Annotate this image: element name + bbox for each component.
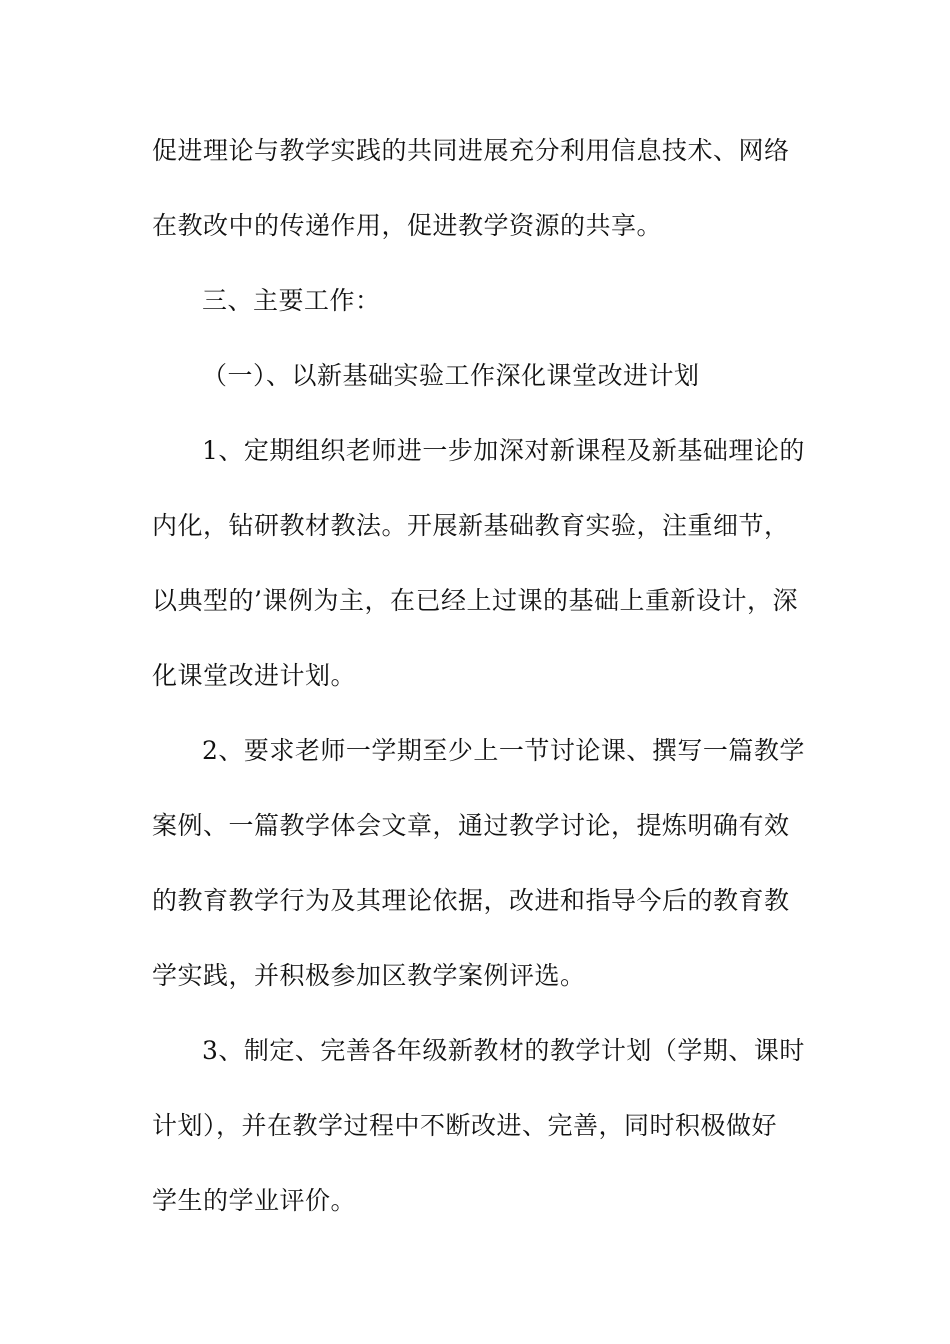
paragraph-line: 1、定期组织老师进一步加深对新课程及新基础理论的 (202, 436, 805, 465)
paragraph-line: 促进理论与教学实践的共同进展充分利用信息技术、网络 (152, 136, 790, 165)
paragraph-line: 计划），并在教学过程中不断改进、完善，同时积极做好 (152, 1111, 778, 1140)
paragraph-line: 以典型的’课例为主，在已经上过课的基础上重新设计，深 (152, 586, 798, 615)
paragraph-line: 学生的学业评价。 (152, 1186, 357, 1215)
section-heading: 三、主要工作： (202, 286, 381, 315)
paragraph-line: 内化，钻研教材教法。开展新基础教育实验，注重细节， (152, 511, 790, 540)
paragraph-line: 案例、一篇教学体会文章，通过教学讨论，提炼明确有效 (152, 811, 790, 840)
subsection-heading: （一）、以新基础实验工作深化课堂改进计划 (202, 361, 700, 390)
paragraph-line: 在教改中的传递作用，促进教学资源的共享。 (152, 211, 663, 240)
paragraph-line: 3、制定、完善各年级新教材的教学计划（学期、课时 (202, 1036, 805, 1065)
paragraph-line: 学实践，并积极参加区教学案例评选。 (152, 961, 586, 990)
paragraph-line: 的教育教学行为及其理论依据，改进和指导今后的教育教 (152, 886, 790, 915)
paragraph-line: 2、要求老师一学期至少上一节讨论课、撰写一篇教学 (202, 736, 805, 765)
paragraph-line: 化课堂改进计划。 (152, 661, 357, 690)
